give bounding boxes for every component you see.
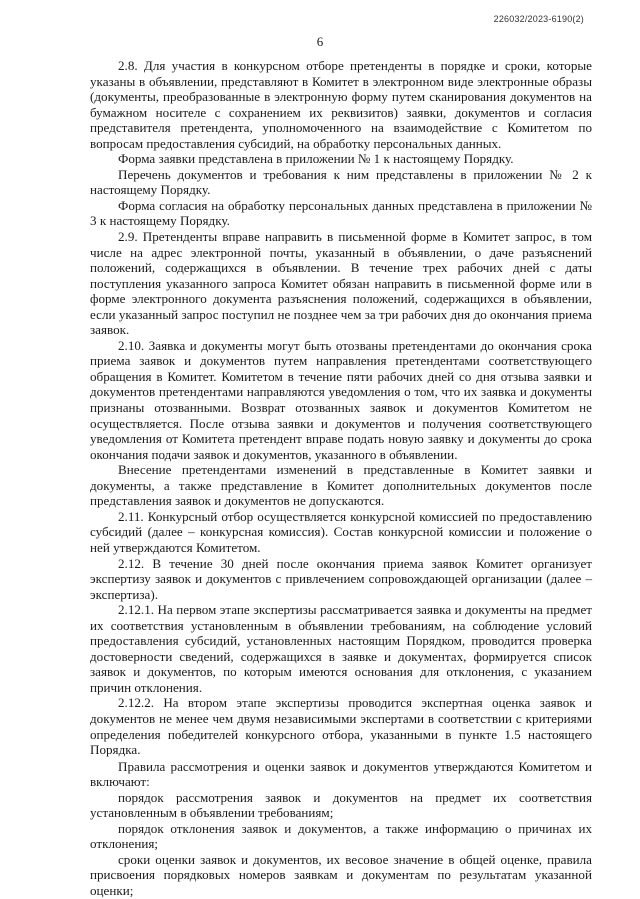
paragraph-documents-list: Перечень документов и требования к ним представлены в приложении № 2 к настоящему Порядку. <box>90 166 592 198</box>
document-registration-number: 226032/2023-6190(2) <box>493 14 584 24</box>
paragraph-consent-form: Форма согласия на обработку персональных данных представлена в приложении № 3 к настоящему Порядку. <box>90 197 592 229</box>
document-body <box>90 58 592 899</box>
paragraph-2-12: 2.12. В течение 30 дней после окончания приема заявок Комитет организует экспертизу заявок и документов с привлечением сопровождающей организации (далее – экспертиза). <box>90 555 592 602</box>
list-item-rejection-procedure: порядок отклонения заявок и документов, а также информацию о причинах их отклонения; <box>90 820 592 852</box>
paragraph-2-12-2: 2.12.2. На втором этапе экспертизы проводится экспертная оценка заявок и документов не менее чем двумя независимыми экспертами в соответствии с критериями определения победителей конкурсного отбора, указанными в пункте 1.5 настоящего Порядка. <box>90 695 592 758</box>
list-item-review-procedure: порядок рассмотрения заявок и документов на предмет их соответствия установленным в объявлении требованиям; <box>90 789 592 821</box>
list-item-evaluation-terms: сроки оценки заявок и документов, их весовое значение в общей оценке, правила присвоения порядковых номеров заявкам и документам по результатам указанной оценки; <box>90 851 592 898</box>
paragraph-2-12-1: 2.12.1. На первом этапе экспертизы рассматривается заявка и документы на предмет их соответствия установленным в объявлении требованиям, на соблюдение условий предоставления субсидий, установленных настоящим Порядком, проводится проверка достоверности сведений, содержащихся в заявке и документах, формируется список заявок и документов, по которым имеются основания для отклонения, с указанием причин отклонения. <box>90 602 592 695</box>
paragraph-2-9: 2.9. Претенденты вправе направить в письменной форме в Комитет запрос, в том числе на адрес электронной почты, указанный в объявлении, о даче разъяснений положений, содержащихся в объявлении. В течение трех рабочих дней с даты поступления указанного запроса Комитет обязан направить в письменной форме или в форме электронного документа разъяснения положений, содержащихся в объявлении, если указанный запрос поступил не позднее чем за три рабочих дня до окончания приема заявок. <box>90 229 592 338</box>
paragraph-2-11: 2.11. Конкурсный отбор осуществляется конкурсной комиссией по предоставлению субсидий (далее – конкурсная комиссия). Состав конкурсной комиссии и положение о ней утверждаются Комитетом. <box>90 508 592 555</box>
paragraph-rules-intro: Правила рассмотрения и оценки заявок и документов утверждаются Комитетом и включают: <box>90 758 592 790</box>
paragraph-changes-not-allowed: Внесение претендентами изменений в представленные в Комитет заявки и документы, а также представление в Комитет дополнительных документов после представления заявок и документов не допускаются. <box>90 462 592 509</box>
page-number: 6 <box>316 34 324 49</box>
paragraph-2-8: 2.8. Для участия в конкурсном отборе претенденты в порядке и сроки, которые указаны в объявлении, представляют в Комитет в электронном виде электронные образы (документы, преобразованные в электронную форму путем сканирования документов на бумажном носителе с сохранением их реквизитов) заявки, документов и согласия представителя претендента, уполномоченного на взаимодействие с Комитетом по вопросам предоставления субсидий, на обработку персональных данных. <box>90 58 592 151</box>
paragraph-application-form: Форма заявки представлена в приложении № 1 к настоящему Порядку. <box>118 151 514 167</box>
paragraph-2-10: 2.10. Заявка и документы могут быть отозваны претендентами до окончания срока приема заявок и документов путем направления претендентами соответствующего обращения в Комитет. Комитетом в течение пяти рабочих дней со дня отзыва заявки и документов претендентами направляются уведомления о том, что их заявка и документы признаны отозванными. Возврат отозванных заявок и документов Комитетом не осуществляется. После отзыва заявки и документов и получения соответствующего уведомления от Комитета претендент вправе подать новую заявку и документы до срока окончания подачи заявок и документов, указанного в объявлении. <box>90 337 592 462</box>
